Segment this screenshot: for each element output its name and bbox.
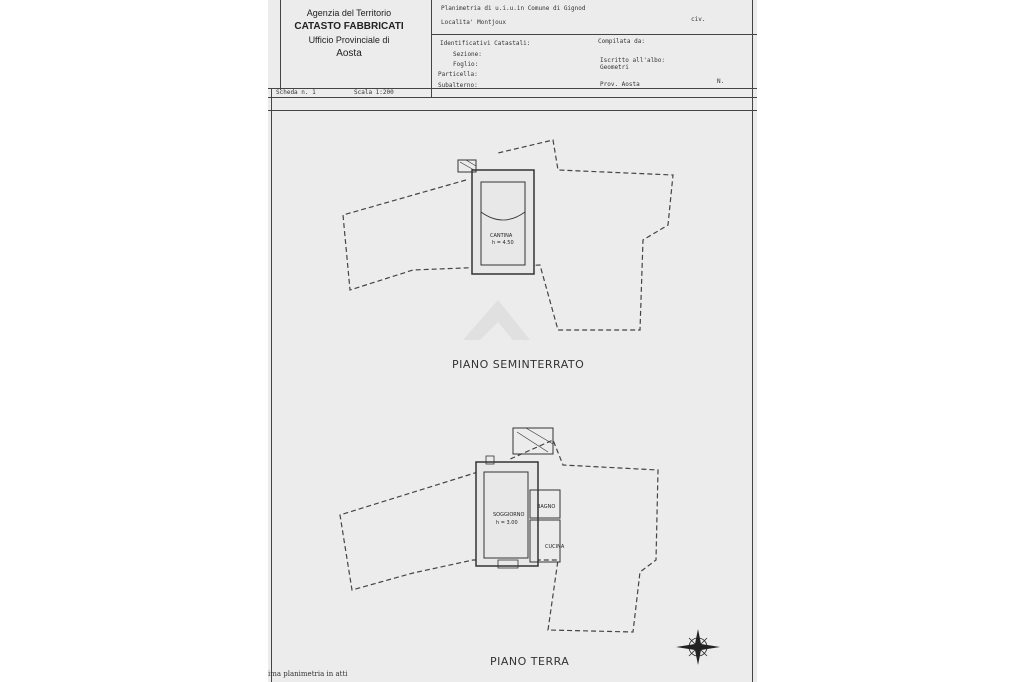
particella-label: Particella:: [438, 71, 478, 78]
floor-plans: [268, 0, 757, 682]
office-name: Ufficio Provinciale di: [308, 35, 390, 45]
room-label-cucina: CUCINA: [545, 544, 565, 550]
subalterno-label: Subalterno:: [438, 82, 478, 89]
num-label: N.: [717, 78, 725, 85]
cadastral-sheet: [268, 0, 757, 682]
room-label-bagno: BAGNO: [537, 504, 556, 510]
scala-label: Scala 1:200: [354, 89, 394, 96]
compilata-label: Compilata da:: [598, 38, 645, 45]
lower-floor-label: PIANO TERRA: [490, 655, 570, 668]
prov-label: Prov. Aosta: [600, 81, 640, 88]
civ-text: civ.: [691, 16, 706, 23]
upper-building: [458, 160, 534, 274]
room-label-cantina: CANTINA: [490, 233, 513, 239]
sezione-label: Sezione:: [453, 51, 482, 58]
catasto-title: CATASTO FABBRICATI: [294, 21, 404, 32]
lower-building: [476, 428, 565, 568]
watermark-logo: [463, 300, 530, 340]
upper-floor-label: PIANO SEMINTERRATO: [452, 358, 585, 371]
room-label-soggiorno-height: h = 3.00: [496, 520, 518, 526]
footer-note: ima planimetria in atti: [268, 670, 348, 678]
geometri-label: Geometri: [600, 64, 629, 71]
foglio-label: Foglio:: [453, 61, 479, 68]
office-city: Aosta: [336, 48, 362, 59]
room-label-soggiorno: SOGGIORNO: [493, 512, 525, 518]
scheda-label: Scheda n. 1: [276, 89, 316, 96]
identificativi-label: Identificativi Catastali:: [440, 40, 531, 47]
planimetria-text: Planimetria di u.i.u.in Comune di Gignod: [441, 5, 586, 12]
compass-rose-icon: [676, 629, 720, 665]
iscritto-label: Iscritto all'albo:: [600, 57, 666, 64]
localita-text: Localita' Montjoux: [441, 19, 507, 26]
agency-name: Agenzia del Territorio: [306, 8, 392, 18]
room-label-cantina-height: h = 4.50: [492, 240, 514, 246]
